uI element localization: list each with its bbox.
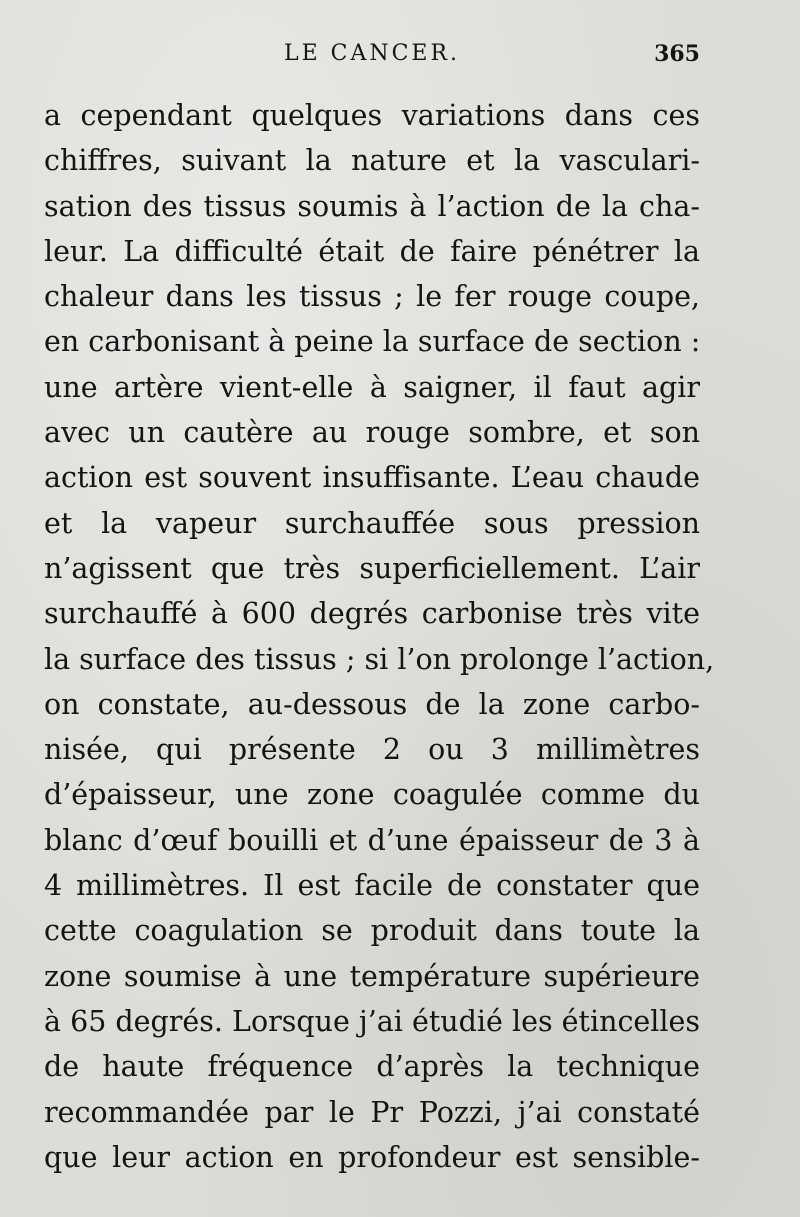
text-line: action est souvent insuffisante. L’eau chaude bbox=[44, 461, 700, 495]
text-line: a cependant quelques variations dans ces bbox=[44, 99, 700, 132]
text-line: on constate, au-dessous de la zone carbo- bbox=[44, 687, 700, 721]
text-line: leur. La difficulté était de faire pénétrer la bbox=[44, 234, 700, 268]
body-text bbox=[44, 93, 715, 1180]
text-line: une artère vient-elle à saigner, il faut agir bbox=[44, 370, 700, 404]
text-line: n’agissent que très superficiellement. L’air bbox=[44, 551, 700, 585]
text-line: 4 millimètres. Il est facile de constater que bbox=[44, 869, 700, 903]
text-line: la surface des tissus ; si l’on prolonge l’action, bbox=[44, 642, 715, 676]
running-head bbox=[44, 34, 700, 74]
text-line: cette coagulation se produit dans toute la bbox=[44, 914, 700, 948]
page-number: 365 bbox=[654, 41, 700, 67]
text-line: d’épaisseur, une zone coagulée comme du bbox=[44, 778, 700, 812]
text-line: blanc d’œuf bouilli et d’une épaisseur de 3 à bbox=[44, 823, 700, 857]
text-line: sation des tissus soumis à l’action de la cha- bbox=[44, 189, 700, 223]
text-line: surchauffé à 600 degrés carbonise très vite bbox=[44, 597, 700, 631]
running-title: LE CANCER. bbox=[283, 41, 461, 66]
text-line: avec un cautère au rouge sombre, et son bbox=[44, 416, 700, 450]
text-line: chaleur dans les tissus ; le fer rouge coupe, bbox=[44, 280, 700, 314]
text-line: de haute fréquence d’après la technique bbox=[44, 1050, 700, 1084]
text-line: chiffres, suivant la nature et la vasculari- bbox=[44, 144, 700, 178]
text-line: et la vapeur surchauffée sous pression bbox=[44, 506, 700, 540]
text-line: zone soumise à une température supérieure bbox=[44, 959, 700, 993]
text-line: nisée, qui présente 2 ou 3 millimètres bbox=[44, 733, 700, 767]
text-line: que leur action en profondeur est sensible- bbox=[44, 1140, 700, 1174]
text-line: à 65 degrés. Lorsque j’ai étudié les étincelles bbox=[44, 1004, 700, 1038]
text-line: en carbonisant à peine la surface de section : bbox=[44, 325, 701, 359]
text-line: recommandée par le Pr Pozzi, j’ai constaté bbox=[44, 1095, 700, 1129]
